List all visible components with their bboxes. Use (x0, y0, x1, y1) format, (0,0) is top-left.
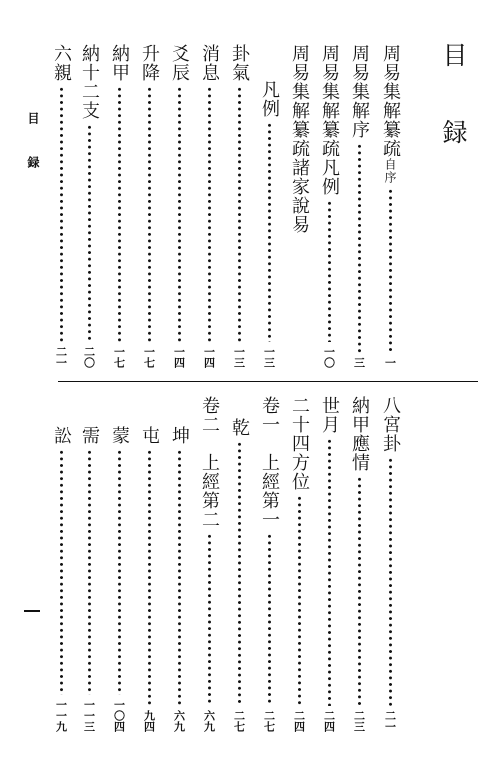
toc-entry-label: 周易集解纂疏 (380, 44, 401, 158)
toc-entry-page: 一一三 (82, 699, 96, 732)
toc-entry (76, 44, 102, 368)
toc-entry-page: 二七 (262, 710, 276, 732)
toc-entry-page: 一 (383, 357, 397, 368)
leader-dots (358, 476, 361, 706)
toc-entry-label: 屯 (139, 426, 160, 445)
toc-entry-page: 二七 (232, 710, 246, 732)
toc-entry-page: 三 (352, 357, 366, 368)
toc-entry-label: 八宮卦 (380, 396, 401, 453)
toc-entry-page: 一三 (262, 346, 276, 368)
toc-entry-page: 一〇 (322, 346, 336, 368)
toc-entry-label: 二十四方位 (289, 396, 310, 491)
toc-entry (48, 44, 74, 368)
toc-entry (136, 426, 162, 732)
running-head: 目 録 (26, 112, 40, 183)
toc-entry-page: 一四 (172, 346, 186, 368)
leader-dots (88, 449, 91, 695)
toc-entry-label: 升降 (139, 44, 160, 82)
toc-entry-page: 九四 (142, 710, 156, 732)
toc-entry (166, 426, 192, 732)
toc-entry-label: 消息 (199, 44, 220, 82)
toc-entry-label: 訟 (51, 426, 72, 445)
toc-entry-label: 世月 (319, 396, 340, 434)
leader-dots (60, 449, 63, 695)
leader-dots (148, 86, 151, 342)
toc-entry-page: 二四 (292, 710, 306, 732)
toc-entry (166, 44, 192, 368)
toc-entry-page: 一〇四 (112, 699, 126, 732)
toc-entry-page: 二一 (54, 346, 68, 368)
page-title: 目 録 (439, 42, 468, 166)
leader-dots (358, 143, 361, 353)
toc-entry-page: 一四 (202, 346, 216, 368)
toc-entry (196, 396, 222, 732)
leader-dots (148, 449, 151, 706)
leader-dots (238, 441, 241, 706)
leader-dots (328, 200, 331, 342)
leader-dots (178, 86, 181, 342)
leader-dots (118, 449, 121, 695)
toc-entry-label: 乾 (229, 418, 250, 437)
leader-dots (118, 86, 121, 342)
toc-entry-label: 卦氣 (229, 44, 250, 82)
leader-dots (178, 449, 181, 706)
leader-dots (88, 124, 91, 342)
toc-entry-label: 卷一 上經第一 (259, 396, 280, 529)
toc-entry (316, 396, 342, 732)
toc-entry-label: 周易集解纂疏凡例 (319, 44, 340, 196)
folio (24, 610, 40, 612)
toc-entry-label: 坤 (169, 426, 190, 445)
toc-entry (226, 44, 252, 368)
leader-dots (389, 457, 392, 706)
toc-entry-label: 卷二 上經第二 (199, 396, 220, 529)
toc-entry (136, 44, 162, 368)
toc-entry-page: 一七 (112, 346, 126, 368)
toc-entry-label: 需 (79, 426, 100, 445)
toc-entry-page: 六九 (202, 710, 216, 732)
toc-entry (76, 426, 102, 732)
toc-entry (226, 418, 252, 732)
toc-entry-label: 周易集解序 (349, 44, 370, 139)
toc-entry (286, 396, 312, 732)
toc-entry-label: 爻辰 (169, 44, 190, 82)
leader-dots (298, 495, 301, 706)
toc-entry (346, 396, 372, 732)
leader-dots (60, 86, 63, 342)
toc-entry (48, 426, 74, 732)
leader-dots (328, 438, 331, 706)
leader-dots (268, 122, 271, 342)
toc-entry (196, 44, 222, 368)
toc-entry-page: 一三 (232, 346, 246, 368)
toc-entry-page: 二〇 (82, 346, 96, 368)
toc-entry-label: 納十二支 (79, 44, 100, 120)
leader-dots (208, 86, 211, 342)
toc-entry-label: 納甲應情 (349, 396, 370, 472)
toc-entry (256, 396, 282, 732)
toc-entry-label: 蒙 (109, 426, 130, 445)
section-divider (58, 381, 478, 382)
leader-dots (208, 533, 211, 706)
toc-entry (256, 80, 282, 368)
toc-entry (316, 44, 342, 368)
toc-entry (106, 426, 132, 732)
leader-dots (268, 533, 271, 706)
toc-entry (377, 44, 403, 368)
toc-entry-label: 凡例 (259, 80, 280, 118)
toc-entry-label: 六親 (51, 44, 72, 82)
toc-entry (377, 396, 403, 732)
toc-entry-note: 自序 (383, 158, 397, 184)
toc-entry-label: 納甲 (109, 44, 130, 82)
toc-entry-label: 周易集解纂疏諸家說易 (289, 44, 310, 234)
leader-dots (389, 188, 392, 353)
leader-dots (238, 86, 241, 342)
toc-entry (286, 44, 312, 234)
toc-entry-page: 二一 (383, 710, 397, 732)
toc-entry-page: 二四 (322, 710, 336, 732)
toc-entry-page: 二三 (352, 710, 366, 732)
toc-entry-page: 六九 (172, 710, 186, 732)
toc-entry-page: 一一九 (54, 699, 68, 732)
toc-entry (346, 44, 372, 368)
toc-entry (106, 44, 132, 368)
toc-entry-page: 一七 (142, 346, 156, 368)
